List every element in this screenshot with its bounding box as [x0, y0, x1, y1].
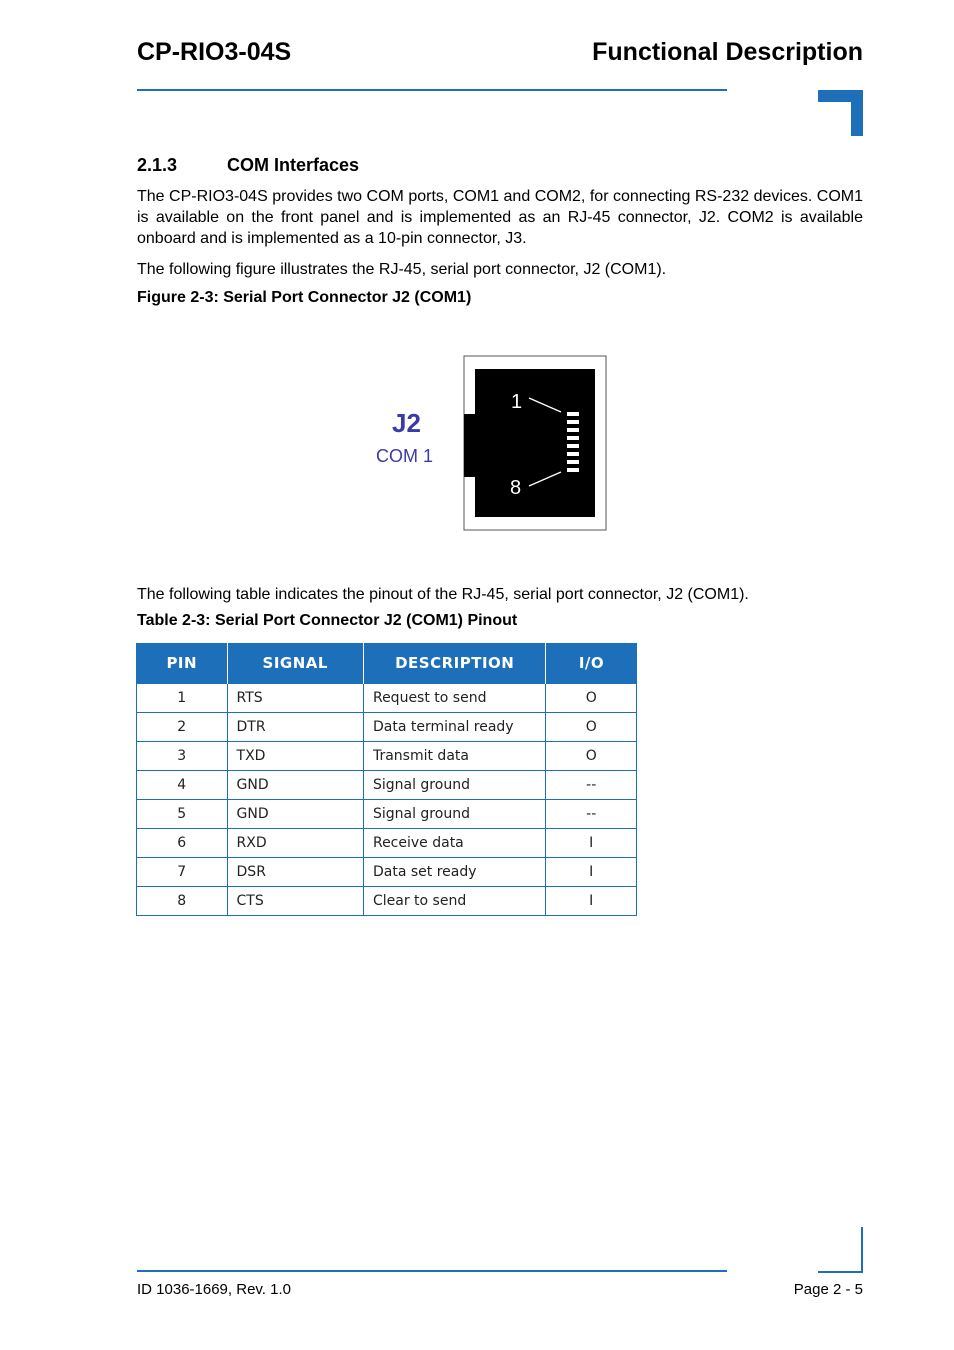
cell-pin: 3 — [137, 742, 228, 771]
table-caption: Table 2-3: Serial Port Connector J2 (COM1) Pinout — [137, 612, 518, 629]
table-row — [137, 829, 637, 858]
cell-pin: 5 — [137, 800, 228, 829]
cell-pin: 1 — [137, 684, 228, 713]
table-header-row — [137, 643, 637, 684]
section-title: COM Interfaces — [227, 155, 360, 175]
cell-description: Request to send — [363, 684, 546, 713]
table-row — [137, 800, 637, 829]
cell-io: I — [546, 887, 637, 916]
cell-signal: GND — [227, 771, 363, 800]
header-chapter: Functional Description — [592, 38, 863, 66]
footer-doc-id: ID 1036-1669, Rev. 1.0 — [137, 1281, 291, 1298]
cell-description: Transmit data — [363, 742, 546, 771]
header-signal: SIGNAL — [227, 643, 363, 684]
table-row — [137, 771, 637, 800]
cell-description: Clear to send — [363, 887, 546, 916]
cell-pin: 7 — [137, 858, 228, 887]
pin-8-label: 8 — [510, 477, 522, 499]
pinout-table — [136, 643, 637, 916]
cell-description: Data set ready — [363, 858, 546, 887]
connector-latch — [464, 414, 475, 477]
cell-signal: TXD — [227, 742, 363, 771]
cell-pin: 4 — [137, 771, 228, 800]
cell-io: O — [546, 713, 637, 742]
footer-rule — [137, 1270, 727, 1272]
cell-signal: DTR — [227, 713, 363, 742]
cell-io: O — [546, 742, 637, 771]
header-pin: PIN — [137, 643, 228, 684]
port-label: COM 1 — [376, 446, 434, 466]
cell-pin: 2 — [137, 713, 228, 742]
cell-io: I — [546, 829, 637, 858]
connector-label: J2 — [392, 408, 421, 438]
cell-io: -- — [546, 771, 637, 800]
footer-corner-mark — [818, 1227, 863, 1273]
intro-paragraph: The CP-RIO3-04S provides two COM ports, COM1 and COM2, for connecting RS-232 devices. COM1 is available on the front panel and is implemented as an RJ-45 connector, J2. COM2 is available onboard and is implemented as a 10-pin connector, J3. — [137, 188, 863, 247]
cell-signal: RXD — [227, 829, 363, 858]
cell-description: Receive data — [363, 829, 546, 858]
header-corner-mark — [818, 90, 863, 136]
table-row — [137, 713, 637, 742]
cell-pin: 8 — [137, 887, 228, 916]
pin-1-label: 1 — [511, 391, 523, 413]
table-row — [137, 858, 637, 887]
cell-signal: DSR — [227, 858, 363, 887]
table-row — [137, 742, 637, 771]
header-description: DESCRIPTION — [363, 643, 546, 684]
footer-page-number: Page 2 - 5 — [793, 1281, 863, 1298]
header-product: CP-RIO3-04S — [137, 38, 292, 66]
cell-signal: GND — [227, 800, 363, 829]
table-intro-paragraph: The following table indicates the pinout of the RJ-45, serial port connector, J2 (COM1). — [137, 586, 749, 603]
section-number: 2.1.3 — [137, 155, 178, 175]
header-rule — [137, 89, 727, 91]
cell-pin: 6 — [137, 829, 228, 858]
table-row — [137, 887, 637, 916]
cell-io: I — [546, 858, 637, 887]
cell-description: Data terminal ready — [363, 713, 546, 742]
cell-io: -- — [546, 800, 637, 829]
figure-intro-paragraph: The following figure illustrates the RJ-45, serial port connector, J2 (COM1). — [137, 261, 667, 278]
rj45-connector-diagram — [463, 355, 608, 532]
cell-io: O — [546, 684, 637, 713]
connector-body — [475, 369, 595, 517]
header-io: I/O — [546, 643, 637, 684]
cell-description: Signal ground — [363, 800, 546, 829]
figure-caption: Figure 2-3: Serial Port Connector J2 (COM1) — [137, 289, 472, 306]
cell-signal: CTS — [227, 887, 363, 916]
cell-description: Signal ground — [363, 771, 546, 800]
table-row — [137, 684, 637, 713]
cell-signal: RTS — [227, 684, 363, 713]
